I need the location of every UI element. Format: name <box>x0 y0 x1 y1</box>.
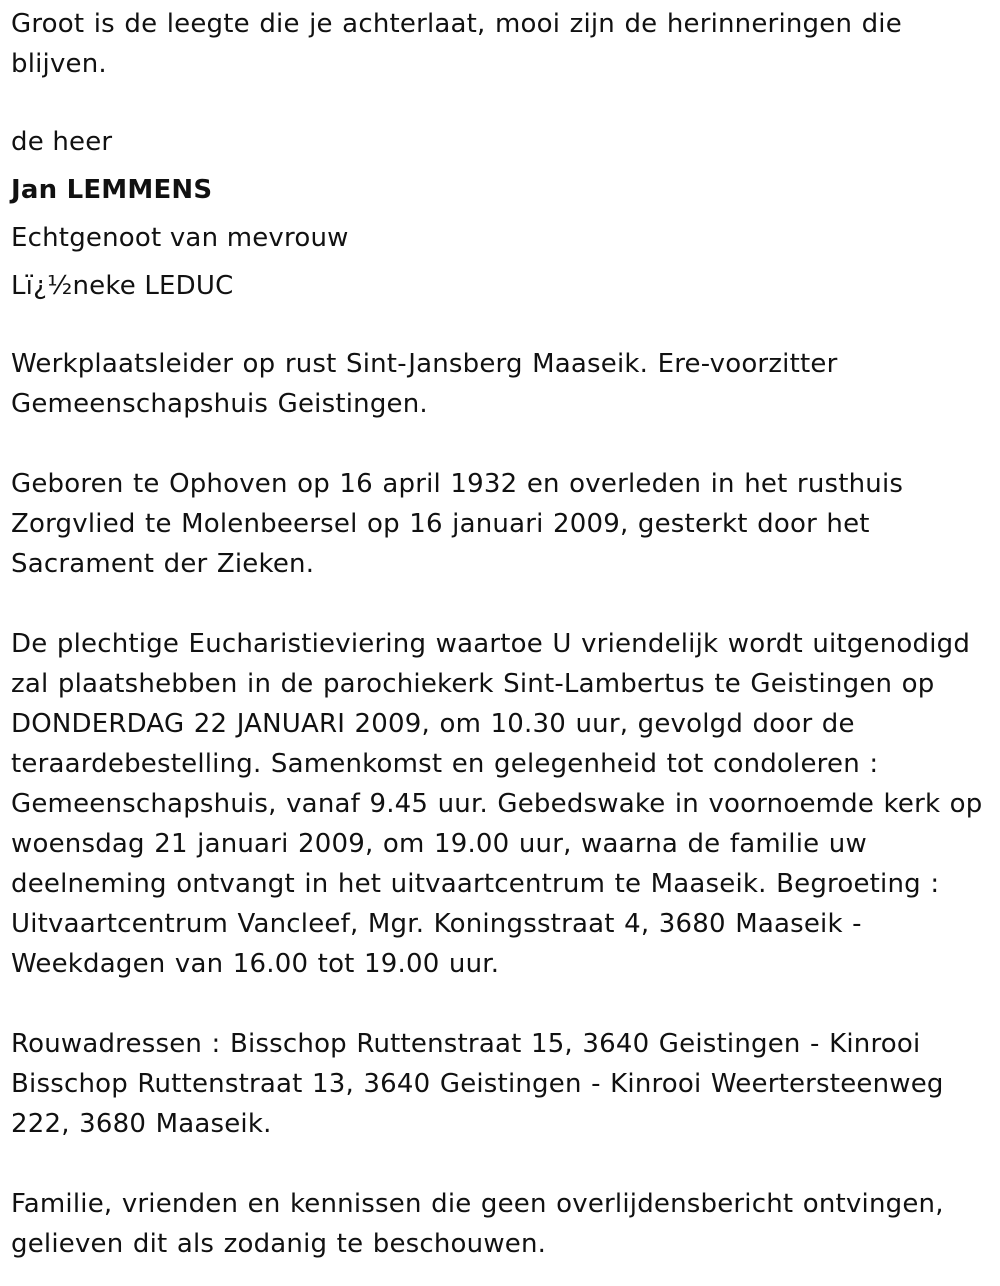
ceremony-paragraph: De plechtige Eucharistieviering waartoe U vriendelijk wordt uitgenodigd zal plaatshebben in de parochiekerk Sint-Lambertus te Geistingen op DONDERDAG 22 JANUARI 2009, om 10.30 uur, gevolgd door de teraardebestelling. Samenkomst en gelegenheid tot condoleren : Gemeenschapshuis, vanaf 9.45 uur. Gebedswake in voornoemde kerk op woensdag 21 januari 2009, om 19.00 uur, waarna de familie uw deelneming ontvangt in het uitvaartcentrum te Maaseik. Begroeting : Uitvaartcentrum Vancleef, Mgr. Koningsstraat 4, 3680 Maaseik - Weekdagen van 16.00 tot 19.00 uur. <box>11 629 983 979</box>
opening-quote: Groot is de leegte die je achterlaat, mooi zijn de herinneringen die blijven. <box>11 9 902 79</box>
spouse-name: Lï¿½neke LEDUC <box>11 271 234 301</box>
spacer <box>11 584 986 624</box>
deceased-name: Jan LEMMENS <box>11 175 213 205</box>
spacer <box>11 984 986 1024</box>
spacer <box>11 84 986 118</box>
salutation: de heer <box>11 127 113 157</box>
closing-paragraph: Familie, vrienden en kennissen die geen overlijdensbericht ontvingen, gelieven dit als zodanig te beschouwen. <box>11 1189 944 1259</box>
spacer <box>11 424 986 464</box>
birth-death-paragraph: Geboren te Ophoven op 16 april 1932 en overleden in het rusthuis Zorgvlied te Molenbeersel op 16 januari 2009, gesterkt door het Sacrament der Zieken. <box>11 469 904 579</box>
spacer <box>11 310 986 344</box>
spacer <box>11 1144 986 1184</box>
occupation-paragraph: Werkplaatsleider op rust Sint-Jansberg Maaseik. Ere-voorzitter Gemeenschapshuis Geistingen. <box>11 349 838 419</box>
addresses-paragraph: Rouwadressen : Bisschop Ruttenstraat 15, 3640 Geistingen - Kinrooi Bisschop Ruttenstraat 13, 3640 Geistingen - Kinrooi Weertersteenweg 222, 3680 Maaseik. <box>11 1029 944 1139</box>
spouse-line: Echtgenoot van mevrouw <box>11 223 349 253</box>
